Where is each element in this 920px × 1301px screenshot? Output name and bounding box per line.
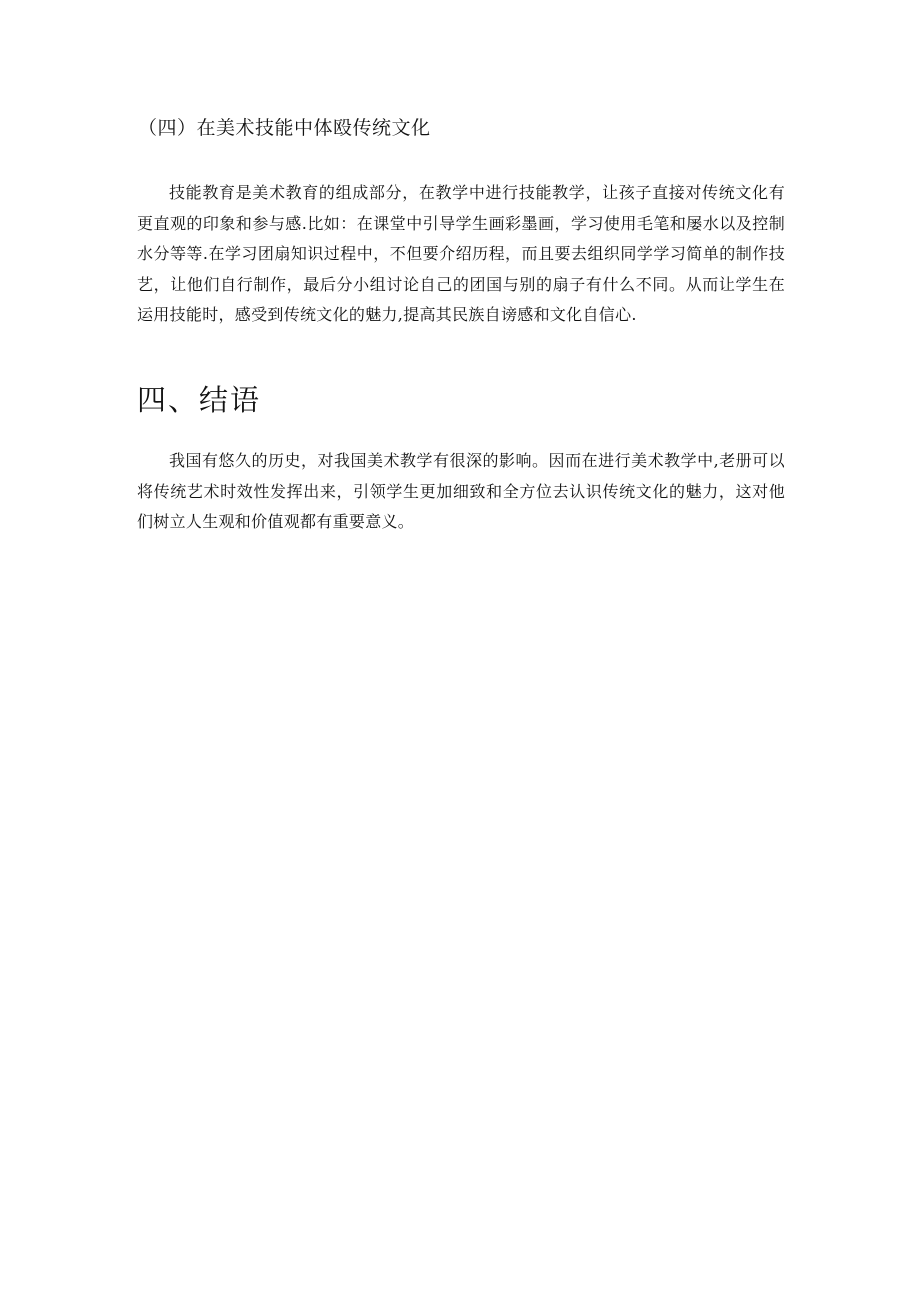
section-title: 四、结语 [137, 383, 262, 417]
conclusion-paragraph: 我国有悠久的历史，对我国美术教学有很深的影响。因而在进行美术教学中,老册可以将传统艺术时效性发挥出来，引领学生更加细致和全方位去认识传统文化的魅力，这对他们树立人生观和价值观都有重要意义。 [137, 451, 785, 531]
body-paragraph: 技能教育是美术教育的组成部分，在教学中进行技能教学，让孩子直接对传统文化有更直观的印象和参与感.比如：在课堂中引导学生画彩墨画，学习使用毛笔和屡水以及控制水分等等.在学习团扇知识过程中，不但要介绍历程，而且要去组织同学学习简单的制作技艺，让他们自行制作，最后分小组讨论自己的团国与别的扇子有什么不同。从而让学生在运用技能时，感受到传统文化的魅力,提高其民族自谤感和文化自信心. [137, 183, 785, 324]
subsection-title: （四）在美术技能中体殴传统文化 [138, 117, 431, 139]
